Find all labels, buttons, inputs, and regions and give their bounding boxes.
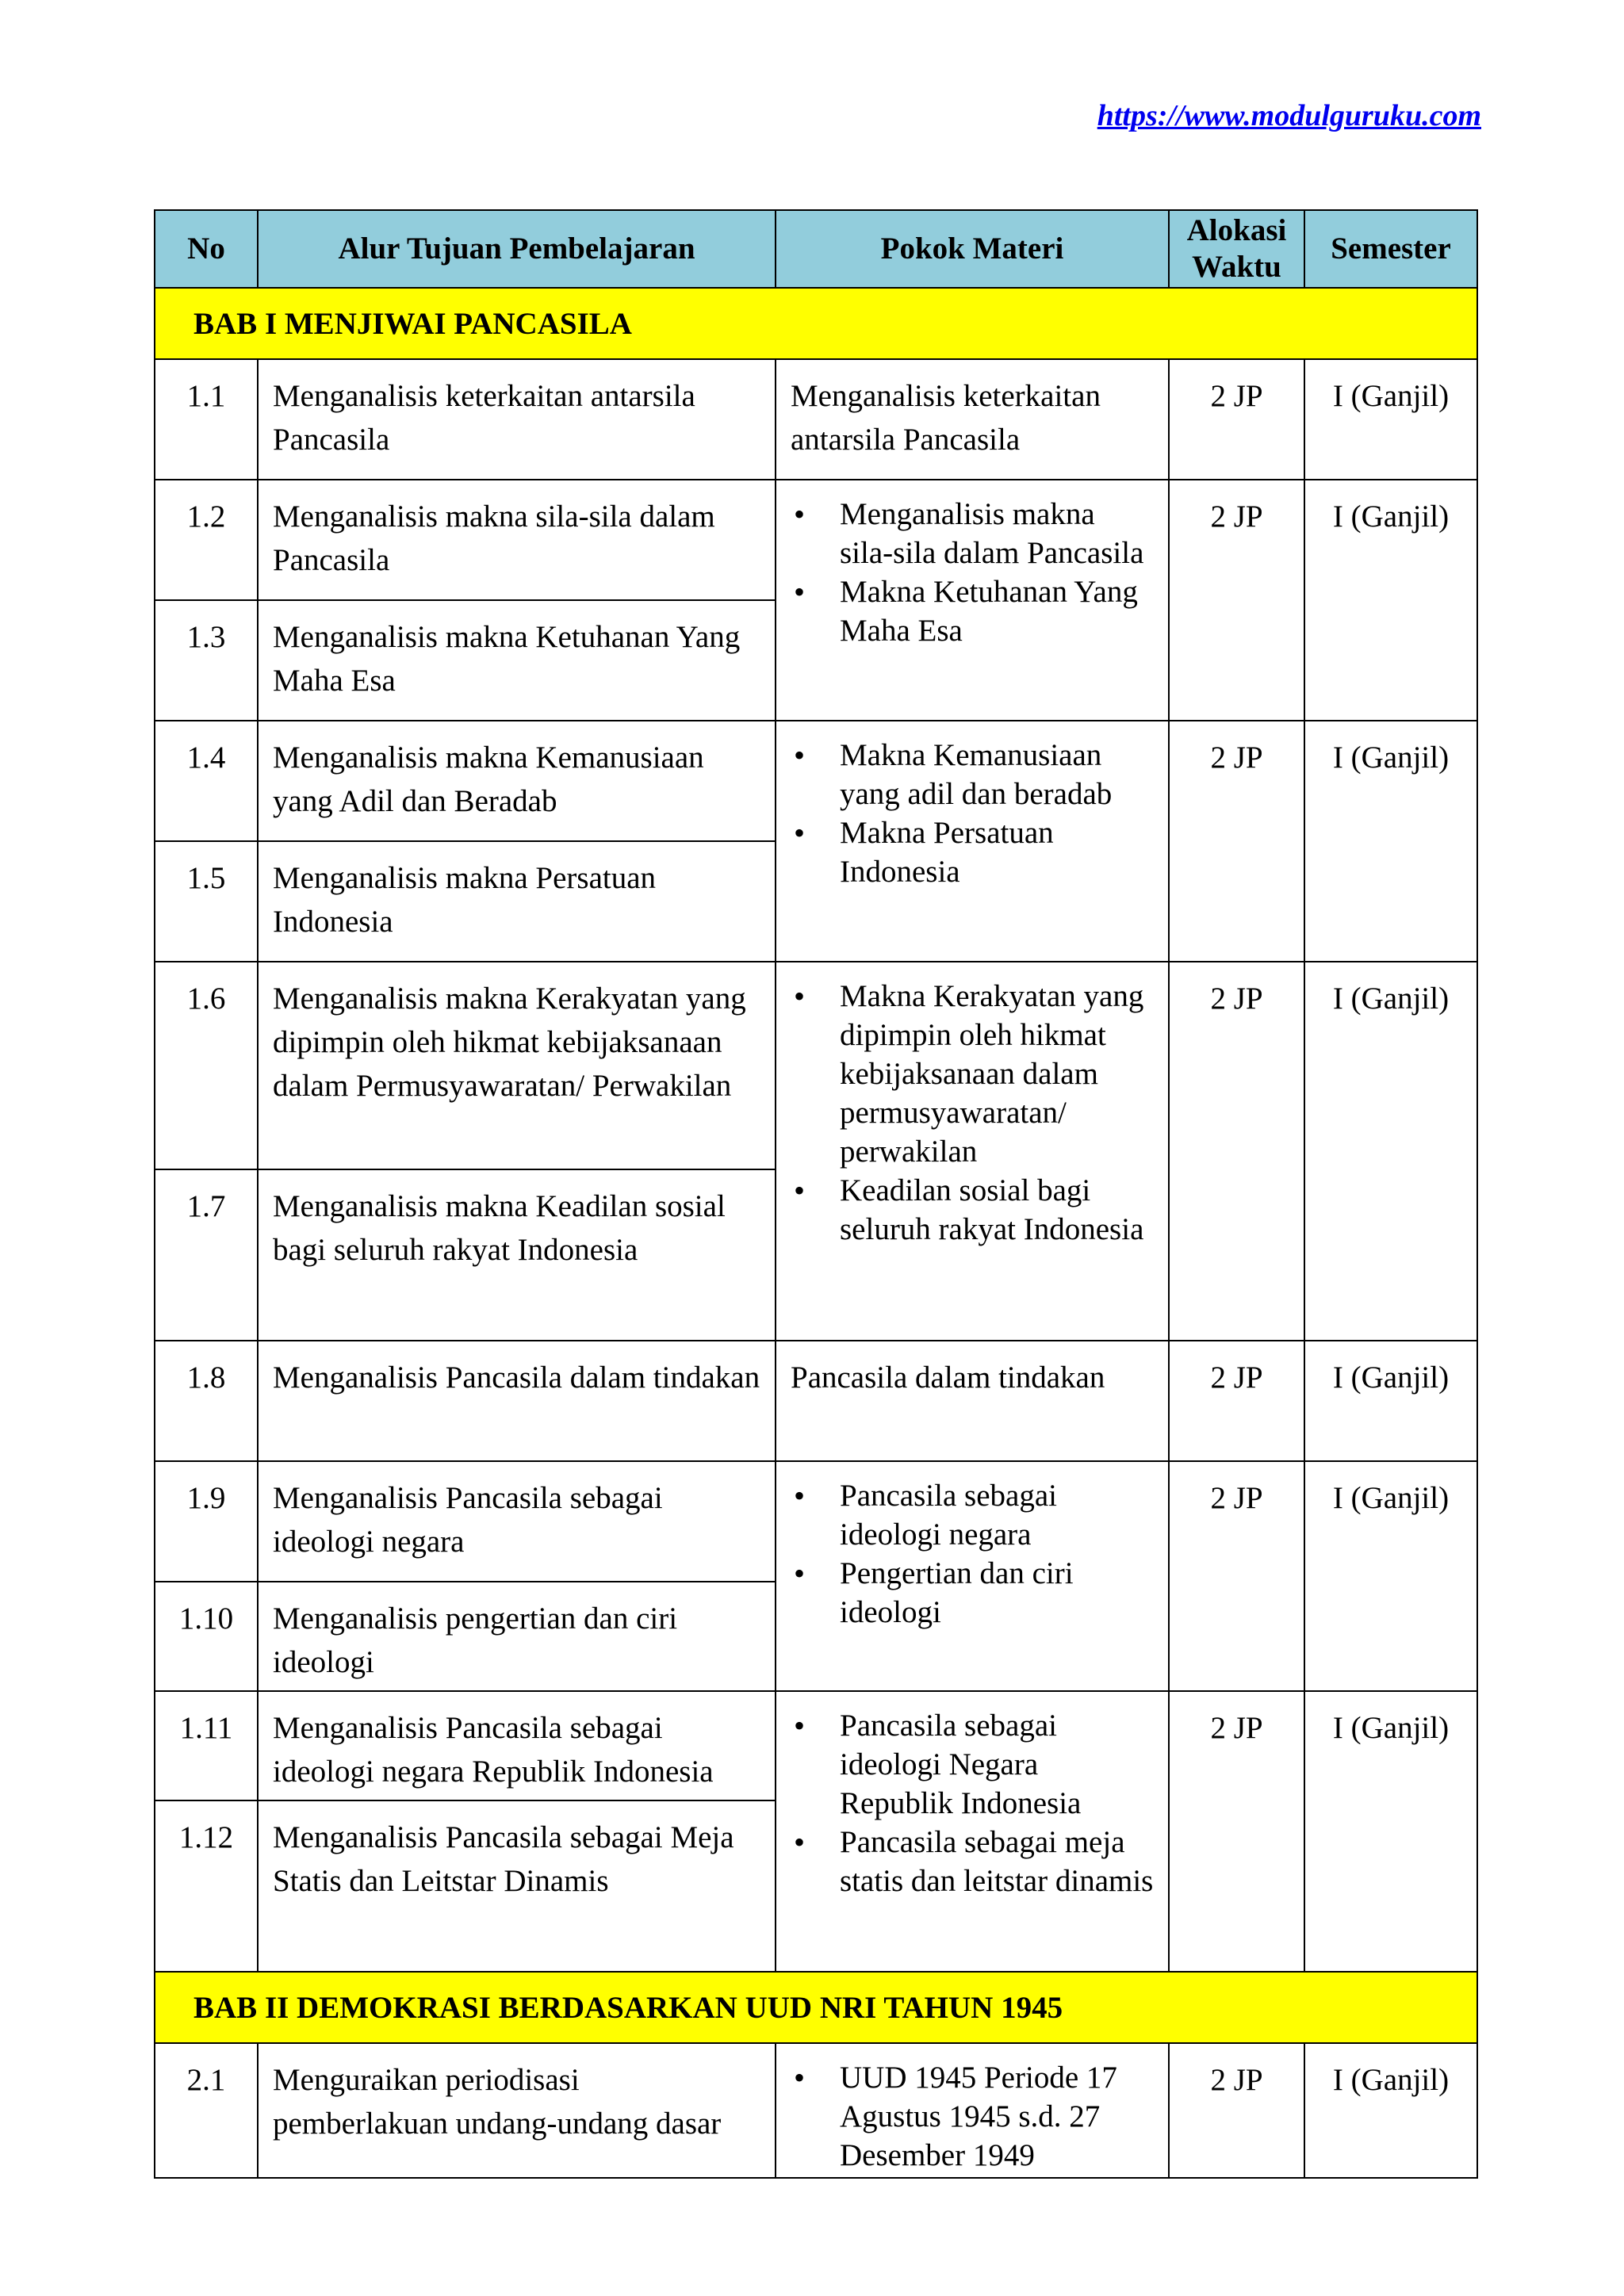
list-item: • Pengertian dan ciri ideologi: [791, 1554, 1154, 1632]
semester-cell: I (Ganjil): [1304, 1341, 1477, 1461]
table-row: [155, 721, 1477, 841]
row-number: 1.8: [155, 1341, 258, 1461]
semester-cell: I (Ganjil): [1304, 1461, 1477, 1691]
time-allocation: 2 JP: [1169, 2043, 1304, 2178]
row-number: 1.3: [155, 600, 258, 721]
column-header-semester: Semester: [1304, 210, 1477, 288]
column-header-no: No: [155, 210, 258, 288]
row-number: 1.12: [155, 1800, 258, 1972]
objective-cell: Menganalisis Pancasila sebagai Meja Statis dan Leitstar Dinamis: [258, 1800, 776, 1972]
objective-cell: Menganalisis Pancasila sebagai ideologi negara: [258, 1461, 776, 1582]
row-number: 1.6: [155, 962, 258, 1169]
list-item: • Pancasila sebagai ideologi Negara Republik Indonesia: [791, 1706, 1154, 1823]
materi-cell: [776, 1691, 1169, 1972]
semester-cell: I (Ganjil): [1304, 1691, 1477, 1972]
materi-cell: [776, 962, 1169, 1341]
objective-cell: Menganalisis makna Ketuhanan Yang Maha Esa: [258, 600, 776, 721]
chapter-row: [155, 288, 1477, 359]
column-header-alokasi: Alokasi Waktu: [1169, 210, 1304, 288]
materi-cell: [776, 480, 1169, 721]
time-allocation: 2 JP: [1169, 1691, 1304, 1972]
table-row: [155, 2043, 1477, 2178]
semester-cell: I (Ganjil): [1304, 2043, 1477, 2178]
objective-cell: Menganalisis Pancasila sebagai ideologi negara Republik Indonesia: [258, 1691, 776, 1800]
materi-cell: Pancasila dalam tindakan: [776, 1341, 1169, 1461]
objective-cell: Menganalisis makna Kerakyatan yang dipimpin oleh hikmat kebijaksanaan dalam Permusyawaratan/ Perwakilan: [258, 962, 776, 1169]
row-number: 1.11: [155, 1691, 258, 1800]
chapter-row: [155, 1972, 1477, 2043]
semester-cell: I (Ganjil): [1304, 480, 1477, 721]
row-number: 1.10: [155, 1582, 258, 1691]
table-row: [155, 1341, 1477, 1461]
list-item: • Menganalisis makna sila-sila dalam Pancasila: [791, 495, 1154, 572]
chapter-title: BAB I MENJIWAI PANCASILA: [155, 288, 1477, 359]
table-row: [155, 359, 1477, 480]
objective-cell: Menganalisis makna Kemanusiaan yang Adil dan Beradab: [258, 721, 776, 841]
learning-objectives-table: [154, 209, 1478, 2179]
objective-cell: Menganalisis keterkaitan antarsila Pancasila: [258, 359, 776, 480]
row-number: 1.5: [155, 841, 258, 962]
materi-cell: [776, 721, 1169, 962]
objective-cell: Menganalisis makna Keadilan sosial bagi seluruh rakyat Indonesia: [258, 1169, 776, 1341]
materi-list: [791, 1476, 1154, 1632]
materi-list: [791, 495, 1154, 650]
materi-list: [791, 2058, 1154, 2175]
column-header-materi: Pokok Materi: [776, 210, 1169, 288]
materi-cell: Menganalisis keterkaitan antarsila Pancasila: [776, 359, 1169, 480]
list-item: • Makna Ketuhanan Yang Maha Esa: [791, 572, 1154, 650]
list-item: • UUD 1945 Periode 17 Agustus 1945 s.d. 27 Desember 1949: [791, 2058, 1154, 2175]
time-allocation: 2 JP: [1169, 480, 1304, 721]
time-allocation: 2 JP: [1169, 1461, 1304, 1691]
chapter-title: BAB II DEMOKRASI BERDASARKAN UUD NRI TAHUN 1945: [155, 1972, 1477, 2043]
list-item: • Pancasila sebagai meja statis dan leitstar dinamis: [791, 1823, 1154, 1900]
list-item: • Makna Kerakyatan yang dipimpin oleh hikmat kebijaksanaan dalam permusyawaratan/ perwakilan: [791, 977, 1154, 1171]
materi-list: [791, 1706, 1154, 1900]
time-allocation: 2 JP: [1169, 359, 1304, 480]
materi-cell: [776, 1461, 1169, 1691]
row-number: 1.4: [155, 721, 258, 841]
table-header-row: [155, 210, 1477, 288]
objective-cell: Menganalisis makna sila-sila dalam Pancasila: [258, 480, 776, 600]
row-number: 1.1: [155, 359, 258, 480]
table-row: [155, 962, 1477, 1169]
list-item: • Pancasila sebagai ideologi negara: [791, 1476, 1154, 1554]
list-item: • Makna Kemanusiaan yang adil dan beradab: [791, 736, 1154, 813]
row-number: 1.2: [155, 480, 258, 600]
website-link[interactable]: https://www.modulguruku.com: [1097, 99, 1481, 132]
table-row: [155, 1461, 1477, 1582]
time-allocation: 2 JP: [1169, 1341, 1304, 1461]
row-number: 1.9: [155, 1461, 258, 1582]
time-allocation: 2 JP: [1169, 962, 1304, 1341]
materi-cell: [776, 2043, 1169, 2178]
objective-cell: Menganalisis makna Persatuan Indonesia: [258, 841, 776, 962]
column-header-atp: Alur Tujuan Pembelajaran: [258, 210, 776, 288]
semester-cell: I (Ganjil): [1304, 721, 1477, 962]
objective-cell: Menguraikan periodisasi pemberlakuan undang-undang dasar: [258, 2043, 776, 2178]
objective-cell: Menganalisis pengertian dan ciri ideologi: [258, 1582, 776, 1691]
table-row: [155, 480, 1477, 600]
semester-cell: I (Ganjil): [1304, 962, 1477, 1341]
semester-cell: I (Ganjil): [1304, 359, 1477, 480]
materi-list: [791, 977, 1154, 1249]
objective-cell: Menganalisis Pancasila dalam tindakan: [258, 1341, 776, 1461]
list-item: • Keadilan sosial bagi seluruh rakyat Indonesia: [791, 1171, 1154, 1249]
list-item: • Makna Persatuan Indonesia: [791, 813, 1154, 891]
table-row: [155, 1691, 1477, 1800]
materi-list: [791, 736, 1154, 891]
row-number: 2.1: [155, 2043, 258, 2178]
row-number: 1.7: [155, 1169, 258, 1341]
time-allocation: 2 JP: [1169, 721, 1304, 962]
